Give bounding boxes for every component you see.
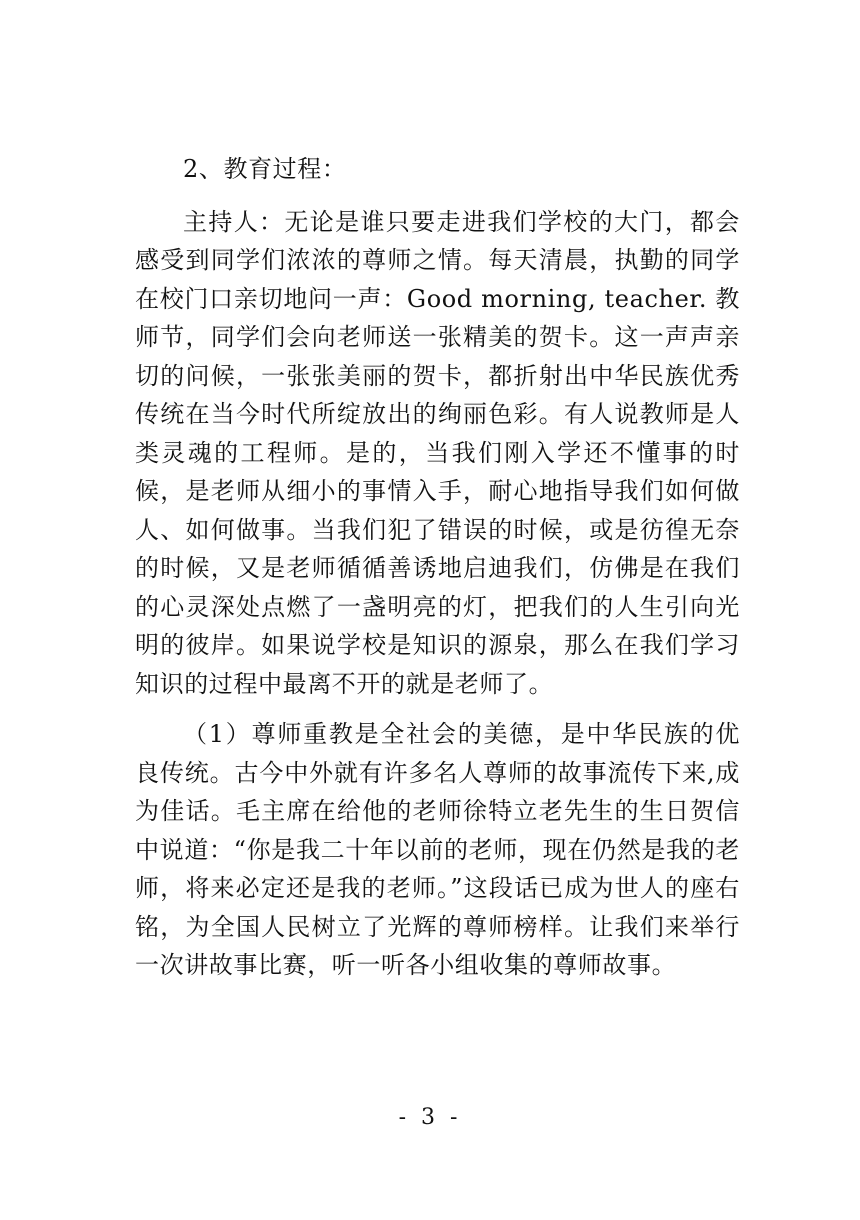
document-body <box>135 150 740 985</box>
page-number: - 3 - <box>398 1105 462 1130</box>
paragraph-respect-teachers: （1）尊师重教是全社会的美德，是中华民族的优良传统。古今中外就有许多名人尊师的故事流传下来,成为佳话。毛主席在给他的老师徐特立老先生的生日贺信中说道：“你是我二十年以前的老师，现在仍然是我的老师，将来必定还是我的老师。”这段话已成为世人的座右铭，为全国人民树立了光辉的尊师榜样。让我们来举行一次讲故事比赛，听一听各小组收集的尊师故事。 <box>135 720 740 979</box>
paragraph-host-speech: 主持人：无论是谁只要走进我们学校的大门，都会感受到同学们浓浓的尊师之情。每天清晨，执勤的同学在校门口亲切地问一声：Good morning, teacher. 教师节，同学们会向老师送一张精美的贺卡。这一声声亲切的问候，一张张美丽的贺卡，都折射出中华民族优秀传统在当今时代所绽放出的绚丽色彩。有人说教师是人类灵魂的工程师。是的，当我们刚入学还不懂事的时候，是老师从细小的事情入手，耐心地指导我们如何做人、如何做事。当我们犯了错误的时候，或是彷徨无奈的时候，又是老师循循善诱地启迪我们，仿佛是在我们的心灵深处点燃了一盏明亮的灯，把我们的人生引向光明的彼岸。如果说学校是知识的源泉，那么在我们学习知识的过程中最离不开的就是老师了。 <box>135 207 740 698</box>
section-heading: 2、教育过程： <box>183 155 347 183</box>
